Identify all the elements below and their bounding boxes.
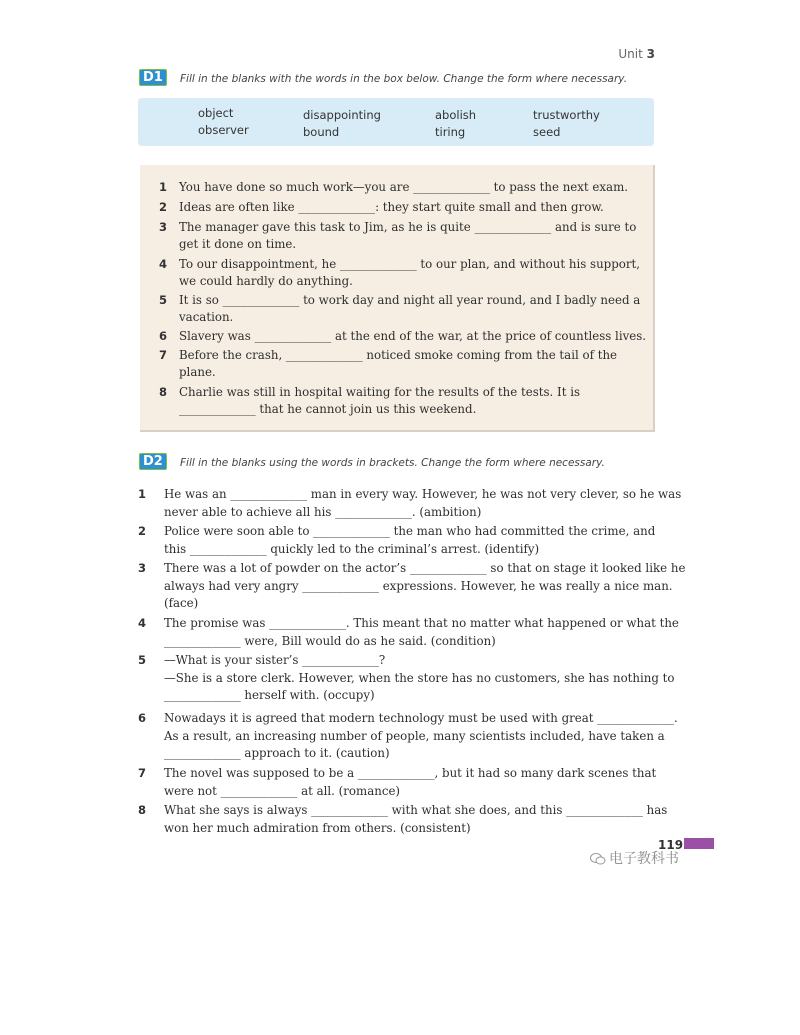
item-text-line: What she says is always _____________ with what she does, and this _____________ has: [164, 803, 668, 817]
word: observer: [198, 123, 249, 137]
item-text-line: You have done so much work—you are _____________ to pass the next exam.: [179, 180, 629, 194]
d2-badge: D2: [139, 453, 167, 470]
item-number: 4: [159, 257, 168, 271]
item-text-line: —She is a store clerk. However, when the store has no customers, she has nothing to: [164, 670, 675, 685]
word: trustworthy: [533, 108, 600, 122]
d2-instruction: Fill in the blanks using the words in brackets. Change the form where necessary.: [180, 457, 605, 469]
unit-header: [618, 47, 655, 61]
item-number: 5: [159, 293, 168, 307]
item-text-line: always had very angry _____________ expressions. However, he was really a nice man.: [164, 578, 673, 593]
item-text-line: There was a lot of powder on the actor’s _____________ so that on stage it looked like he: [164, 561, 686, 575]
item-text-line: were not _____________ at all. (romance): [164, 783, 401, 798]
item-number: 1: [138, 487, 147, 501]
item-text-line: (face): [164, 596, 199, 610]
word: bound: [303, 125, 340, 139]
unit-label: Unit: [618, 47, 643, 61]
page-number: 119: [658, 838, 684, 852]
item-text-line: The promise was _____________. This meant that no matter what happened or what the: [164, 616, 679, 630]
item-text-line: To our disappointment, he _____________ to our plan, and without his support,: [179, 257, 641, 271]
item-text-line: —What is your sister’s _____________?: [164, 653, 386, 667]
item-text-line: _____________ approach to it. (caution): [164, 746, 390, 760]
item-text-line: The novel was supposed to be a _____________, but it had so many dark scenes that: [164, 766, 657, 780]
item-number: 2: [159, 200, 168, 214]
item-text-line: _____________ that he cannot join us this weekend.: [179, 402, 477, 416]
watermark-text: 电子教科书: [609, 851, 679, 867]
word: disappointing: [303, 108, 381, 122]
item-text-line: won her much admiration from others. (consistent): [164, 820, 471, 835]
item-number: 1: [159, 180, 168, 194]
word: abolish: [435, 108, 477, 122]
item-text-line: this _____________ quickly led to the criminal’s arrest. (identify): [164, 541, 540, 556]
item-text-line: As a result, an increasing number of people, many scientists included, have taken a: [164, 728, 665, 743]
item-text-line: Nowadays it is agreed that modern technology must be used with great _____________.: [164, 711, 678, 725]
d1-instruction: Fill in the blanks with the words in the box below. Change the form where necessary.: [180, 73, 628, 85]
item-text-line: vacation.: [179, 310, 234, 324]
item-text-line: The manager gave this task to Jim, as he is quite _____________ and is sure to: [179, 220, 637, 234]
wechat-icon: [590, 852, 606, 866]
word-box: [138, 98, 654, 146]
unit-number: 3: [646, 47, 655, 61]
item-number: 2: [138, 524, 147, 538]
item-number: 3: [159, 220, 168, 234]
item-text-line: He was an _____________ man in every way. However, he was not very clever, so he was: [164, 487, 682, 501]
page-number-bar: [684, 838, 714, 849]
item-text-line: get it done on time.: [179, 237, 297, 251]
item-text-line: _____________ were, Bill would do as he said. (condition): [164, 633, 496, 648]
item-number: 8: [159, 385, 168, 399]
item-text-line: Ideas are often like _____________: they start quite small and then grow.: [179, 200, 604, 214]
word: tiring: [435, 125, 466, 139]
watermark: [590, 848, 679, 868]
item-number: 3: [138, 561, 147, 575]
word: seed: [533, 125, 561, 139]
item-text-line: plane.: [179, 365, 216, 379]
item-number: 6: [138, 711, 147, 725]
item-text-line: Charlie was still in hospital waiting for the results of the tests. It is: [179, 385, 581, 399]
item-text-line: Police were soon able to _____________ the man who had committed the crime, and: [164, 524, 656, 538]
item-text-line: It is so _____________ to work day and night all year round, and I badly need a: [179, 293, 641, 307]
d1-badge: D1: [139, 69, 167, 86]
item-number: 5: [138, 653, 147, 667]
item-text-line: Slavery was _____________ at the end of the war, at the price of countless lives.: [179, 329, 647, 343]
item-number: 6: [159, 329, 168, 343]
item-text-line: _____________ herself with. (occupy): [164, 688, 375, 702]
item-number: 4: [138, 616, 147, 630]
item-number: 7: [138, 766, 147, 780]
word: object: [198, 106, 234, 120]
item-text-line: never able to achieve all his _____________. (ambition): [164, 504, 482, 519]
item-text-line: we could hardly do anything.: [179, 274, 353, 288]
item-number: 7: [159, 348, 168, 362]
item-text-line: Before the crash, _____________ noticed smoke coming from the tail of the: [179, 348, 618, 362]
item-number: 8: [138, 803, 147, 817]
